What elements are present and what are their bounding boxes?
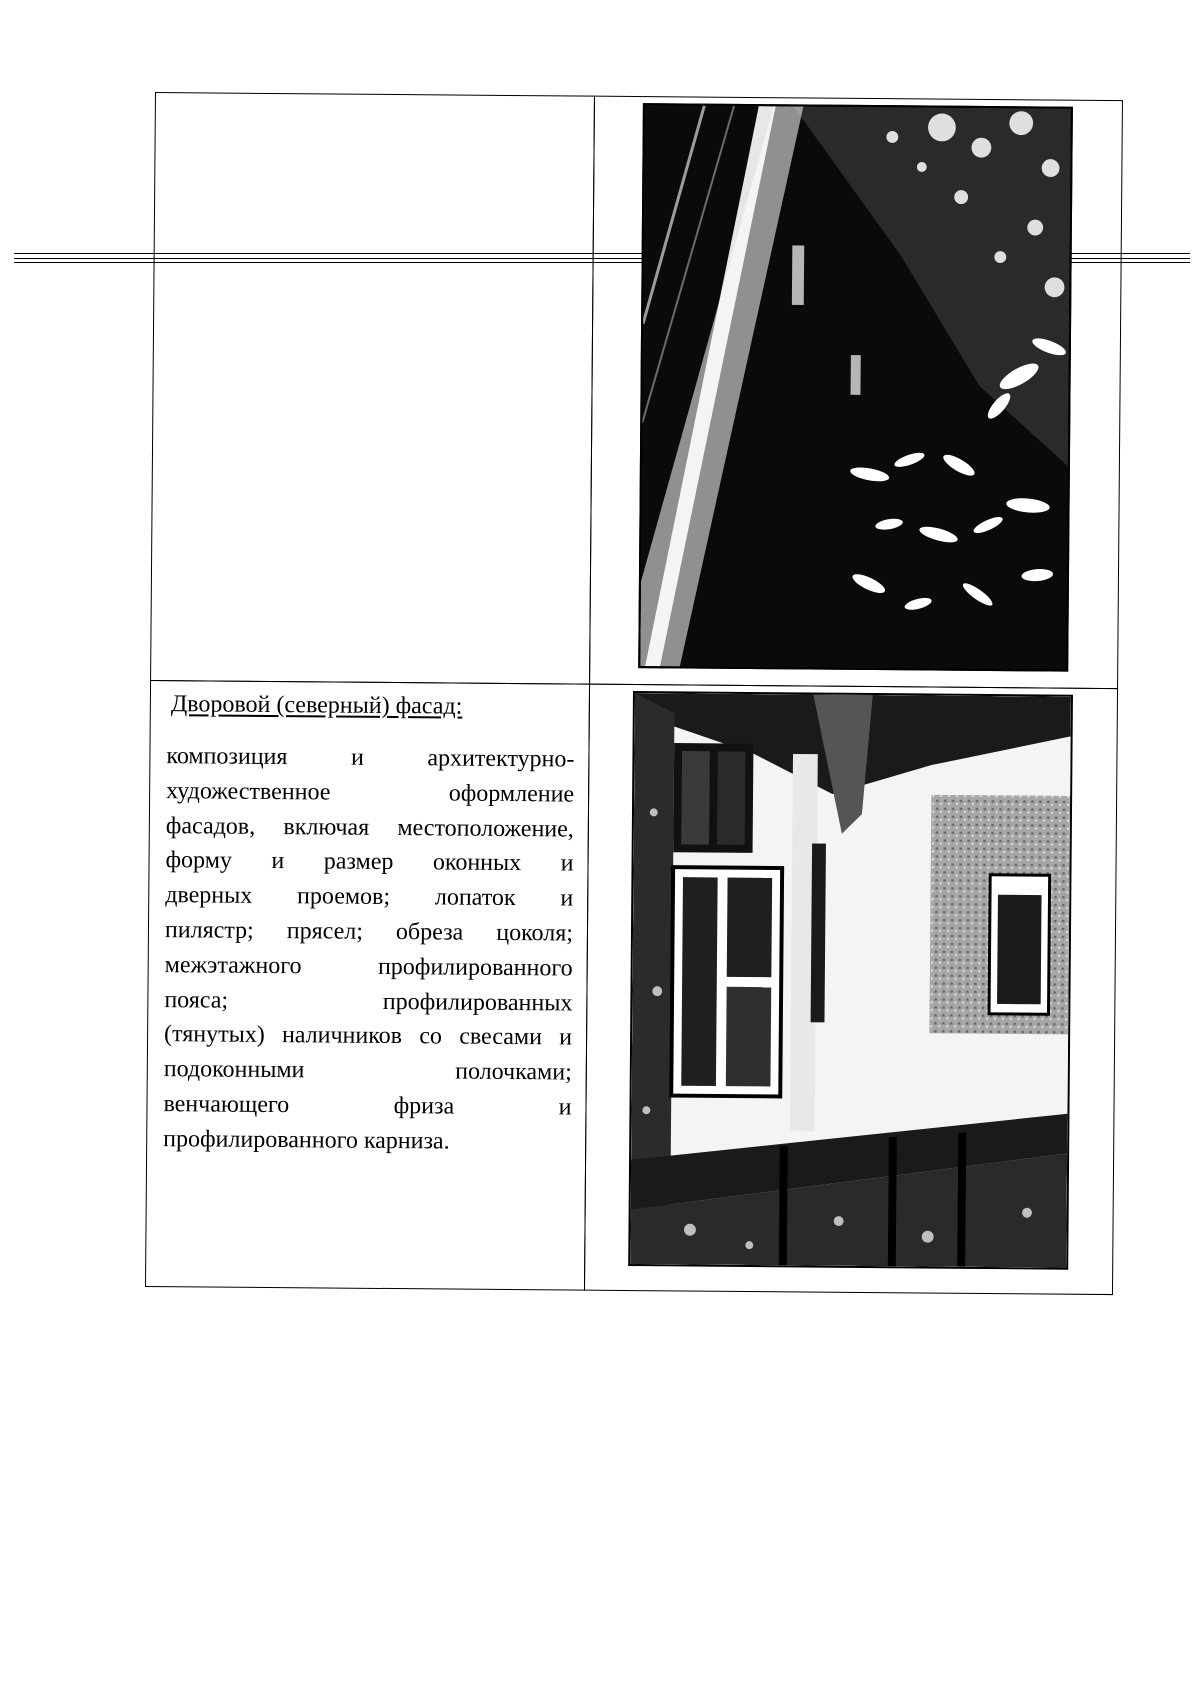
description-cell-row-2 — [145, 680, 590, 1291]
facade-table — [145, 92, 1123, 1295]
description-line: фасадов, включая местоположение, — [165, 812, 574, 843]
description-line: венчающего фриза и — [163, 1091, 572, 1121]
courtyard-facade-image — [630, 693, 1071, 1268]
photo-cell-row-2 — [584, 684, 1118, 1295]
description-line: подоконными полочками; — [163, 1056, 572, 1086]
description-line: композиция и архитектурно- — [166, 743, 575, 773]
description-line: межэтажного профилированного — [164, 951, 573, 982]
photo-cell-row-1 — [589, 96, 1123, 689]
facade-description — [163, 739, 574, 1160]
description-line: профилированного карниза. — [163, 1125, 450, 1155]
description-line: (тянутых) наличников со свесами и — [163, 1021, 573, 1051]
description-line: пилястр; прясел; обреза цоколя; — [164, 917, 574, 947]
building-corner-photo — [638, 103, 1073, 672]
facade-heading: Дворовой (северный) фасад: — [170, 691, 463, 720]
description-line: художественное оформление — [166, 777, 575, 808]
description-line: форму и размер оконных и — [165, 847, 574, 877]
courtyard-facade-photo — [628, 691, 1073, 1270]
building-corner-image — [640, 105, 1071, 670]
description-cell-row-1 — [150, 92, 595, 685]
description-line: пояса; профилированных — [164, 986, 573, 1017]
description-line: дверных проемов; лопаток и — [165, 882, 574, 912]
